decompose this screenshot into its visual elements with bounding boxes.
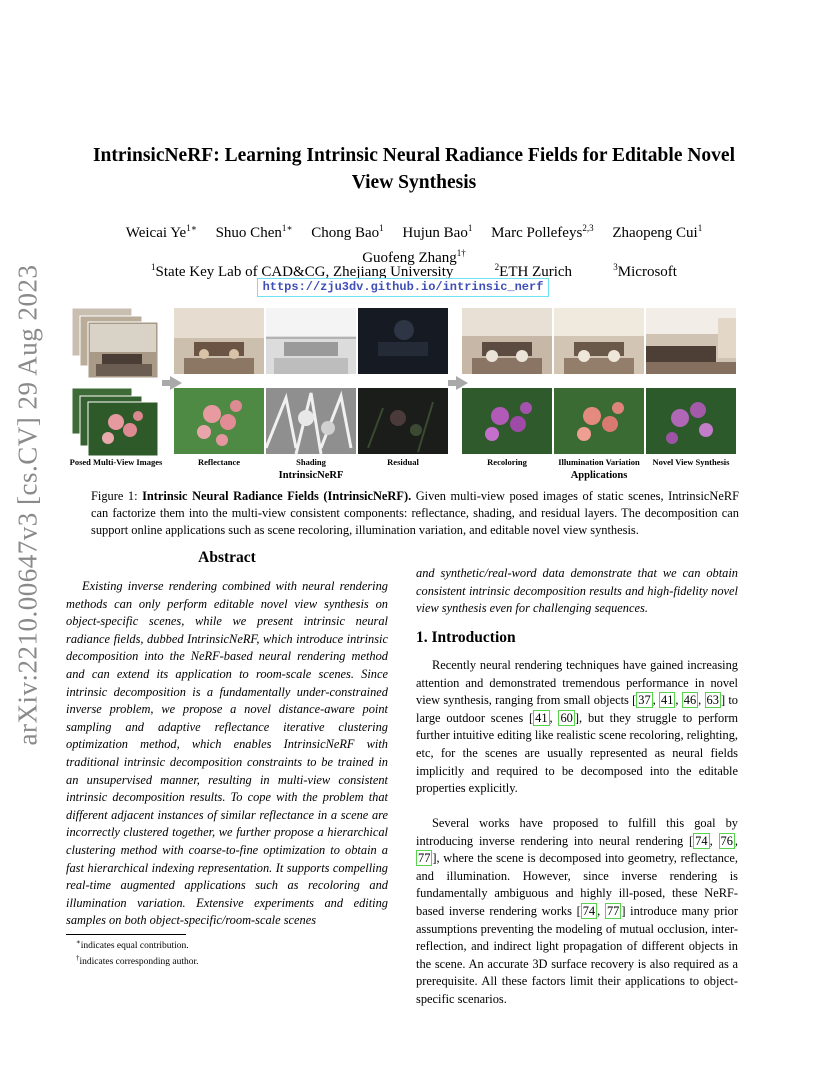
caption-residual: Residual xyxy=(387,457,419,467)
shading-flower xyxy=(266,388,356,454)
novel-view-room xyxy=(646,308,736,374)
paper-title xyxy=(80,142,748,196)
caption-posed: Posed Multi-View Images xyxy=(69,457,163,467)
citation-link[interactable]: 63 xyxy=(706,693,719,708)
citation-link[interactable]: 60 xyxy=(560,710,573,725)
figure-1 xyxy=(69,308,754,498)
group-caption-intrinsicnerf: IntrinsicNeRF xyxy=(278,470,344,481)
title-line-2: View Synthesis xyxy=(351,172,477,193)
citation-link[interactable]: 37 xyxy=(638,693,651,708)
caption-recoloring: Recoloring xyxy=(487,457,527,467)
posed-room-images xyxy=(72,308,158,378)
citation-link[interactable]: 77 xyxy=(418,851,431,866)
group-caption-applications: Applications xyxy=(570,470,628,481)
citation-link[interactable]: 77 xyxy=(606,903,620,918)
abstract-text: Existing inverse rendering combined with neural rendering methods can only perform editable novel view synthesis on object-specific scenes, while we present intrinsic neural radiance fields, dubbed IntrinsicNeRF, which introduce intrinsic decomposition into the NeRF-based neural rendering method and can extend its application to room-scale scenes. Since intrinsic decomposition is a fundamentally under-constrained inverse problem, we propose a novel distance-aware point sampling and adaptive reflectance iterative clustering optimization method, which enables IntrinsicNeRF with traditional intrinsic decomposition constraints to be trained in an unsupervised manner, resulting in multi-view consistent intrinsic decomposition results. To cope with the problem that different adjacent instances of similar reflectance in a scene are incorrectly clustered together, we further propose a hierarchical clustering method with coarse-to-fine optimization to obtain a fast hierarchical indexing representation. It supports compelling real-time augmented applications such as recoloring and illumination variation. Extensive experiments and editing samples on both object-specific/room-scale scenes xyxy=(66,579,388,928)
illumination-room xyxy=(554,308,644,374)
novel-view-flower xyxy=(646,388,736,454)
project-url-link[interactable]: https://zju3dv.github.io/intrinsic_nerf xyxy=(257,278,549,297)
footnote-rule xyxy=(66,934,186,935)
caption-novel-view: Novel View Synthesis xyxy=(652,457,730,467)
figure-1-caption: Figure 1: Intrinsic Neural Radiance Fields (IntrinsicNeRF). Given multi-view posed images of static scenes, IntrinsicNeRF can factorize them into the multi-view consistent components: reflectance, shading, and residual layers. The decomposition can support online applications such as scene recoloring, illumination variation, and editable novel view synthesis. xyxy=(91,489,739,537)
abstract-heading: Abstract xyxy=(198,549,256,566)
residual-room xyxy=(358,308,448,374)
citation-link[interactable]: 41 xyxy=(535,710,548,725)
intro-heading: 1. Introduction xyxy=(416,629,516,646)
affiliations: $^1$State Key Lab of CAD&CG, Zhejiang University $^2$ETH Zurich $^3$Microsoft xyxy=(151,262,677,280)
intro-paragraph-1: Recently neural rendering techniques have gained increasing attention and demonstrated tremendous performance in novel view synthesis, ranging from small objects [ 37 , 41 , 46 , 63 ] to large outdoor scenes [ 41 , 60 ], but they struggle to perform further intuitive editing like realistic scene recoloring, relighting, etc, for the scenes are usually represented as neural fields implicitly and required to be decomposed into the editable properties explicitly. xyxy=(416,658,739,796)
citation-link[interactable]: 76 xyxy=(720,833,733,848)
reflectance-flower xyxy=(174,388,264,454)
citation-link[interactable]: 46 xyxy=(683,693,697,708)
title-line-1: IntrinsicNeRF: Learning Intrinsic Neural Radiance Fields for Editable Novel xyxy=(92,145,736,166)
caption-reflectance: Reflectance xyxy=(197,457,240,467)
author: Marc Pollefeys$^{2,3}$ xyxy=(491,223,594,241)
footnote: ∗indicates equal contribution. xyxy=(76,938,189,952)
author: Hujun Bao$^1$ xyxy=(402,223,473,241)
intro-paragraph-2: Several works have proposed to fulfill this goal by introducing inverse rendering into neural rendering [ 74 , 76 , 77 ], where the scene is decomposed into geometry, reflectance, and illumination. However, since inverse rendering is fundamentally ambiguous and highly ill-posed, these NeRF-based inverse rendering works [ 74 , 77 ] introduce many prior assumptions preventing the modeling of mutual occlusion, inter-reflection, and indirect light propagation of different objects in the scene. An accurate 3D surface recovery is also required as a prerequisite. All these factors limit their applications to object-specific scenarios. xyxy=(416,816,738,1006)
posed-flower-images xyxy=(72,388,158,456)
citation-link[interactable]: 74 xyxy=(582,903,596,918)
citation-link[interactable]: 74 xyxy=(695,833,708,848)
caption-shading: Shading xyxy=(296,457,326,467)
recoloring-room xyxy=(462,308,552,374)
abstract-continuation: and synthetic/real-word data demonstrate that we can obtain consistent intrinsic decomposition results and high-fidelity novel view synthesis even for challenging sequences. xyxy=(416,566,738,616)
author: Zhaopeng Cui$^1$ xyxy=(612,223,703,241)
affiliation: ETH Zurich xyxy=(499,264,573,280)
author: Weicai $Ye^{1∗}$ xyxy=(125,223,197,241)
residual-flower xyxy=(358,388,448,454)
author: Guofeng Zhang$^{1\dagger}$ xyxy=(362,248,466,266)
author: Chong Bao$^1$ xyxy=(311,223,384,241)
citation-link[interactable]: 41 xyxy=(661,693,674,708)
arxiv-stamp: arXiv:2210.00647v3 [cs.CV] 29 Aug 2023 xyxy=(12,264,43,746)
affiliation: State Key Lab of CAD&CG, Zhejiang University xyxy=(155,264,454,280)
shading-room xyxy=(266,308,356,374)
affiliation: Microsoft xyxy=(617,264,677,280)
caption-illumination: Illumination Variation xyxy=(558,457,640,467)
illumination-flower xyxy=(554,388,644,454)
recoloring-flower xyxy=(462,388,552,454)
reflectance-room xyxy=(174,308,264,374)
author: Shuo Chen$^{1∗}$ xyxy=(215,223,293,241)
footnote: †indicates corresponding author. xyxy=(76,954,199,968)
